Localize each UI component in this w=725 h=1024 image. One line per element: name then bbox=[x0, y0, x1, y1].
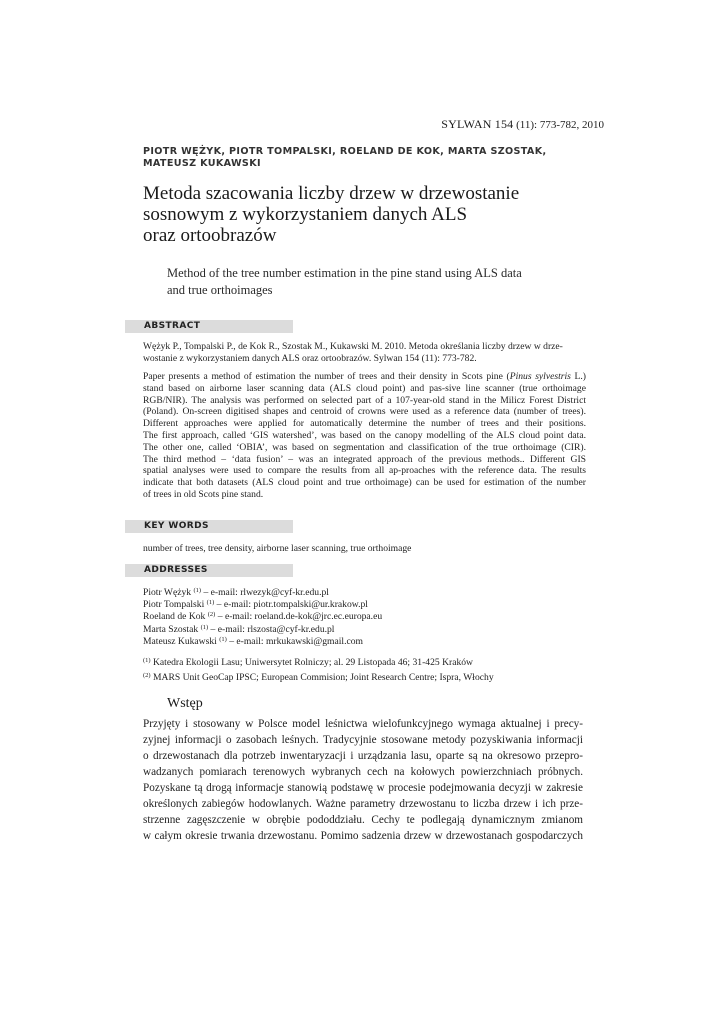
abstract-line: of trees in old Scots pine stand. bbox=[143, 488, 264, 500]
abstract-text-span: Paper presents a method of estimation the number of trees and their density in Scots pine ( bbox=[143, 371, 510, 382]
intro-text bbox=[143, 716, 583, 844]
body-line: określonych zabiegów hodowlanych. Ważne parametry drzewostanu to liczba drzew i ich prze- bbox=[143, 798, 583, 810]
citation bbox=[143, 341, 586, 365]
affiliation-mark: (1) bbox=[193, 587, 202, 594]
affiliation-text: Katedra Ekologii Lasu; Uniwersytet Rolniczy; al. 29 Listopada 46; 31-425 Kraków bbox=[150, 657, 473, 668]
affiliation-mark: (1) bbox=[219, 635, 227, 643]
affiliation-line bbox=[143, 656, 586, 671]
author-email: – e-mail: rlwezyk@cyf-kr.edu.pl bbox=[201, 587, 329, 598]
title-line: Metoda szacowania liczby drzew w drzewostanie bbox=[143, 183, 520, 204]
author-list bbox=[143, 146, 593, 170]
title-english bbox=[167, 265, 597, 299]
section-label: ADDRESSES bbox=[144, 565, 208, 575]
body-line: Pozyskane tą drogą informacje stanowią podstawę w procesie podejmowania decyzji w zakresie bbox=[143, 782, 583, 794]
body-line: zyjnej informacji o zasobach leśnych. Tradycyjnie stosowane metody pozyskiwania informacji bbox=[143, 734, 583, 746]
title-line: and true orthoimages bbox=[167, 283, 273, 297]
abstract-heading bbox=[125, 320, 293, 333]
section-label: KEY WORDS bbox=[144, 521, 209, 531]
abstract-line bbox=[143, 371, 586, 383]
abstract-line: stand based on airborne laser scanning data (ALS cloud point) and pas-sive line scanner (true orthoimage bbox=[143, 382, 586, 394]
abstract-text bbox=[143, 371, 586, 501]
abstract-text-span: L.) bbox=[570, 371, 586, 382]
title-line: Method of the tree number estimation in the pine stand using ALS data bbox=[167, 266, 522, 280]
author-email: – e-mail: piotr.tompalski@ur.krakow.pl bbox=[214, 599, 368, 611]
abstract-line: The first approach, called ‘GIS watershed’, was based on the canopy modelling of the ALS cloud point data. bbox=[143, 429, 586, 441]
keywords-heading bbox=[125, 520, 293, 533]
journal-issue: (11): 773-782, 2010 bbox=[516, 119, 604, 131]
address-line bbox=[143, 599, 586, 611]
citation-line: Wężyk P., Tompalski P., de Kok R., Szostak M., Kukawski M. 2010. Metoda określania liczby drzew w drze- bbox=[143, 341, 563, 352]
abstract-line: indicate that both datasets (ALS cloud point and true orthoimage) can be used for estimation of the number bbox=[143, 477, 586, 489]
author-line: PIOTR WĘŻYK, PIOTR TOMPALSKI, ROELAND DE KOK, MARTA SZOSTAK, bbox=[143, 146, 547, 157]
author-name: Mateusz Kukawski bbox=[143, 635, 220, 647]
author-email: – e-mail: roeland.de-kok@jrc.ec.europa.eu bbox=[215, 611, 383, 623]
abstract-line: The other one, called ‘OBIA’, was based on segmentation and classification of the true orthoimage (CIR). bbox=[143, 441, 586, 453]
author-name: Piotr Wężyk bbox=[143, 587, 194, 598]
title-line: sosnowym z wykorzystaniem danych ALS bbox=[143, 204, 468, 225]
journal-name: SYLWAN 154 bbox=[441, 117, 514, 131]
body-line: o drzewostanach dla potrzeb inwentaryzacji i urządzania lasu, oparte są na okresowo przepro- bbox=[143, 750, 583, 762]
citation-line: wostanie z wykorzystaniem danych ALS oraz ortoobrazów. Sylwan 154 (11): 773-782. bbox=[143, 352, 477, 364]
affiliation-mark: (2) bbox=[143, 671, 151, 679]
abstract-line: (Poland). On-screen digitised shapes and centroid of crowns were used as a reference data (number of trees). bbox=[143, 406, 586, 418]
addresses-heading bbox=[125, 564, 293, 577]
author-email: – e-mail: rlszosta@cyf-kr.edu.pl bbox=[208, 623, 335, 635]
abstract-line: spatial analyses were used to compare the results from all ap-proaches with the reference data. The results bbox=[143, 465, 586, 477]
address-line bbox=[143, 611, 586, 623]
body-line: w całym okresie trwania drzewostanu. Pomimo sadzenia drzew w drzewostanach gospodarczych bbox=[143, 830, 583, 842]
author-name: Piotr Tompalski bbox=[143, 599, 207, 611]
address-line bbox=[143, 587, 586, 599]
body-line: strzenne zagęszczenie w obrębie pododdziału. Cechy te podlegają dynamicznym zmianom bbox=[143, 814, 583, 826]
keywords-text: number of trees, tree density, airborne laser scanning, true orthoimage bbox=[143, 543, 412, 554]
affiliation-line bbox=[143, 671, 586, 686]
body-line: wadzanych pomiarach terenowych wybranych cech na kołowych powierzchniach próbnych. bbox=[143, 766, 583, 778]
abstract-line: The third method – ‘data fusion’ – was an integrated approach of the previous methods.. Different GIS bbox=[143, 453, 586, 465]
affiliation-mark: (2) bbox=[207, 611, 216, 619]
author-name: Roeland de Kok bbox=[143, 611, 208, 623]
body-line: Przyjęty i stosowany w Polsce model leśnictwa wielofunkcyjnego wymaga aktualnej i precy- bbox=[143, 718, 583, 730]
title-line: oraz ortoobrazów bbox=[143, 225, 277, 246]
abstract-line: RGB/NIR). The analysis was performed on selected part of a 107-year-old stand in the Milicz Forest District bbox=[143, 394, 586, 406]
address-line bbox=[143, 624, 586, 636]
affiliation-text: MARS Unit GeoCap IPSC; European Commision; Joint Research Centre; Ispra, Włochy bbox=[150, 671, 494, 683]
address-line bbox=[143, 636, 586, 648]
affiliation-list bbox=[143, 656, 586, 685]
author-email: – e-mail: mrkukawski@gmail.com bbox=[226, 635, 363, 647]
affiliation-mark: (1) bbox=[206, 599, 215, 607]
journal-reference bbox=[441, 117, 604, 132]
intro-heading: Wstęp bbox=[167, 696, 203, 711]
title-polish bbox=[143, 183, 583, 246]
abstract-line: Different approaches were applied for automatically determine the number of trees and their positions. bbox=[143, 418, 586, 430]
species-name: Pinus sylvestris bbox=[509, 371, 571, 382]
author-line: MATEUSZ KUKAWSKI bbox=[143, 158, 261, 169]
section-label: ABSTRACT bbox=[144, 321, 201, 331]
affiliation-mark: (1) bbox=[200, 623, 209, 631]
affiliation-mark: (1) bbox=[143, 657, 151, 664]
author-name: Marta Szostak bbox=[143, 623, 201, 635]
address-list bbox=[143, 587, 586, 648]
